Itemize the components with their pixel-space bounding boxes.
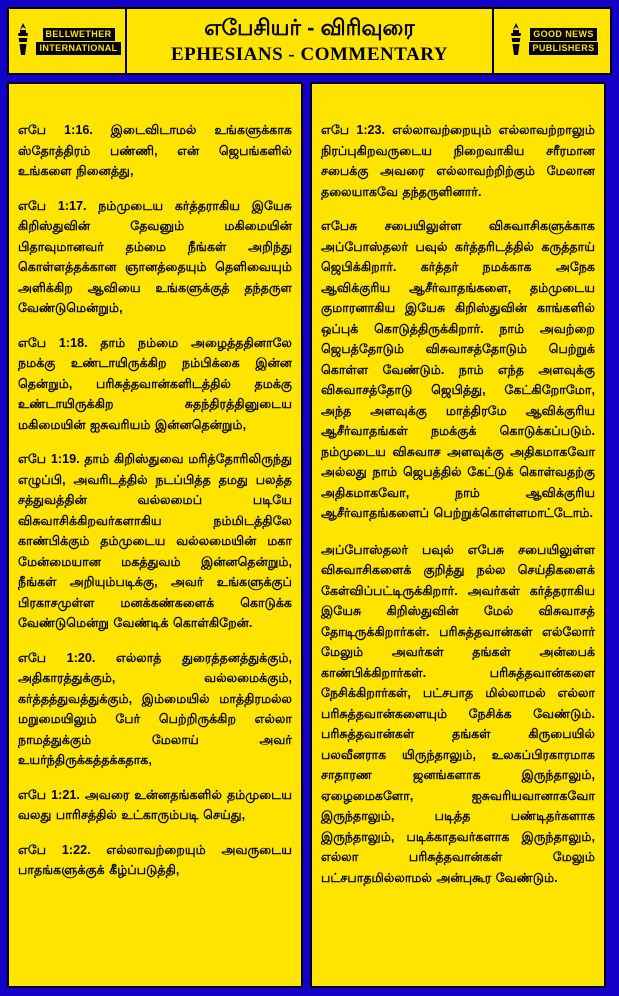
header-title-block bbox=[127, 9, 492, 73]
left-column bbox=[7, 82, 303, 988]
page-header bbox=[7, 7, 612, 75]
logo-text-stack-right bbox=[529, 28, 597, 55]
bellwether-line1: BELLWETHER bbox=[43, 28, 115, 41]
good-news-publishers-logo bbox=[492, 9, 610, 73]
logo-row-right bbox=[496, 22, 608, 61]
commentary-paragraph: எபேசு சபையிலுள்ள விசுவாசிகளுக்காக அப்போஸ்தலர் பவுல் கர்த்தரிடத்தில் கருத்தாய் ஜெபிக்கிறார். கர்த்தர் நமக்காக அநேக ஆவிக்குரிய ஆசீர்வாதங்களை, தம்முடைய குமாரனாகிய இயேசு கிறிஸ்துவின் காங்களில் ஒப்புக் கொடுத்திருக்கிறார். நாம் அவற்றை ஜெபத்தோடும் விசுவாசத்தோடும் பெற்றுக் கொள்ள வேண்டும். நாம் எந்த அளவுக்கு விசுவாசத்தோடு ஜெபித்து, கேட்கிறோமோ, அந்த அளவுக்கு மாத்திரமே ஆவிக்குரிய ஆசீர்வாதங்கள் நமக்குக் கொடுக்கப்படும். நம்முடைய விசுவாச அளவுக்கு அதிகமாகவோ அல்லது நாம் ஜெபத்தில் கேட்டுக் கொள்வதற்கு அதிகமாகவோ, நாம் ஆவிக்குரிய ஆசீர்வாதங்களைப் பெற்றுக்கொள்ளமாட்டோம். bbox=[321, 219, 595, 520]
logo-row-left bbox=[11, 22, 123, 61]
verse-paragraph: எபே 1:18. தாம் நம்மை அழைத்ததினாலே நமக்கு உண்டாயிருக்கிற நம்பிக்கை இன்ன தென்றும், பரிசுத்தவான்களிடத்தில் தமக்கு உண்டாயிருக்கிற சுதந்திரத்தினுடைய மகிமையின் ஐசுவரியம் இன்னதென்றும், bbox=[18, 335, 292, 432]
page-title-tamil: எபேசியர் - விரிவுரை bbox=[204, 15, 415, 40]
right-column bbox=[310, 82, 606, 988]
content-columns bbox=[7, 82, 612, 988]
verse-paragraph: எபே 1:17. நம்முடைய கர்த்தராகிய இயேசு கிறிஸ்துவின் தேவனும் மகிமையின் பிதாவுமானவர் தம்மை நீங்கள் அறிந்து கொள்ளத்தக்கான ஞானத்தையும் தெளிவையும் அளிக்கிற ஆவியை உங்களுக்குத் தந்தருள வேண்டுமென்றும், bbox=[18, 198, 292, 315]
verse-paragraph: எபே 1:20. எல்லாத் துரைத்தனத்துக்கும், அதிகாரத்துக்கும், வல்லமைக்கும், கர்த்தத்துவத்துக்கும், இம்மையில் மாத்திரமல்ல மறுமையிலும் பேர் பெற்றிருக்கிற எல்லா நாமத்துக்கும் மேலாய் அவர் உயர்ந்திருக்கத்தக்கதாக, bbox=[18, 650, 292, 767]
bellwether-international-logo bbox=[9, 9, 127, 73]
torch-icon bbox=[506, 22, 526, 61]
verse-paragraph: எபே 1:23. எல்லாவற்றையும் எல்லாவற்றாலும் நிரப்புகிறவருடைய நிறைவாகிய சரீரமான சபைக்கு அவரை எல்லாவற்றிற்கும் மேலான தலையாகவே தந்தருளினார். bbox=[321, 123, 595, 199]
logo-text-stack-left bbox=[36, 28, 120, 55]
commentary-paragraph: அப்போஸ்தலர் பவுல் எபேசு சபையிலுள்ள விசுவாசிகளைக் குறித்து நல்ல செய்திகளைக் கேள்விப்பட்டிருக்கிறார். அவர்கள் கர்த்தராகிய இயேசு கிறிஸ்துவின் மேல் விசுவாசத் தோடிருக்கிறார்கள். பரிசுத்தவான்கள் எல்லோர் மேலும் அவர்கள் தங்கள் அன்பைக் காண்பிக்கிறார்கள். பரிசுத்தவான்களை நேசிக்கிறார்கள், பட்சபாத மில்லாமல் எல்லா பரிசுத்தவான்களையும் நேசிக்க வேண்டும். பரிசுத்தவான்கள் தங்கள் கிருபையில் பலவீனராக யிருந்தாலும், உலகப்பிரகாரமாக சாதாரண ஜனங்களாக இருந்தாலும், ஏழைமைகளோ, ஐசுவரியவானாகவோ இருந்தாலும், படித்த பண்டிதர்களாக இருந்தாலும், படிக்காதவர்களாக இருந்தாலும், எல்லா பரிசுத்தவான்கள் மேலும் பட்சபாதமில்லாமல் அன்புகூர வேண்டும். bbox=[321, 542, 595, 885]
verse-paragraph: எபே 1:16. இடைவிடாமல் உங்களுக்காக ஸ்தோத்திரம் பண்ணி, என் ஜெபங்களில் உங்களை நினைத்து, bbox=[18, 123, 292, 178]
goodnews-line1: GOOD NEWS bbox=[530, 28, 597, 41]
verse-paragraph: எபே 1:22. எல்லாவற்றையும் அவருடைய பாதங்களுக்குக் கீழ்ப்படுத்தி, bbox=[18, 842, 292, 877]
verse-paragraph: எபே 1:19. தாம் கிறிஸ்துவை மரித்தோரிலிருந்து எழுப்பி, அவரிடத்தில் நடப்பித்த தமது பலத்த சத்துவத்தின் வல்லமைப் படியே விசுவாசிக்கிறவர்களாகிய நம்மிடத்திலே காண்பிக்கும் தம்முடைய வல்லமையின் மகா மேன்மையான மகத்துவம் இன்னதென்றும், நீங்கள் அறியும்படிக்கு, அவர் உங்களுக்குப் பிரகாசமுள்ள மனக்கண்களைக் கொடுக்க வேண்டுமென்று வேண்டிக் கொள்கிறேன். bbox=[18, 452, 292, 630]
bellwether-line2: INTERNATIONAL bbox=[36, 42, 120, 55]
verse-paragraph: எபே 1:21. அவரை உன்னதங்களில் தம்முடைய வலது பாரிசத்தில் உட்காரும்படி செய்து, bbox=[18, 787, 292, 822]
goodnews-line2: PUBLISHERS bbox=[529, 42, 597, 55]
torch-icon bbox=[13, 22, 33, 61]
page-title-english: EPHESIANS - COMMENTARY bbox=[170, 44, 449, 65]
